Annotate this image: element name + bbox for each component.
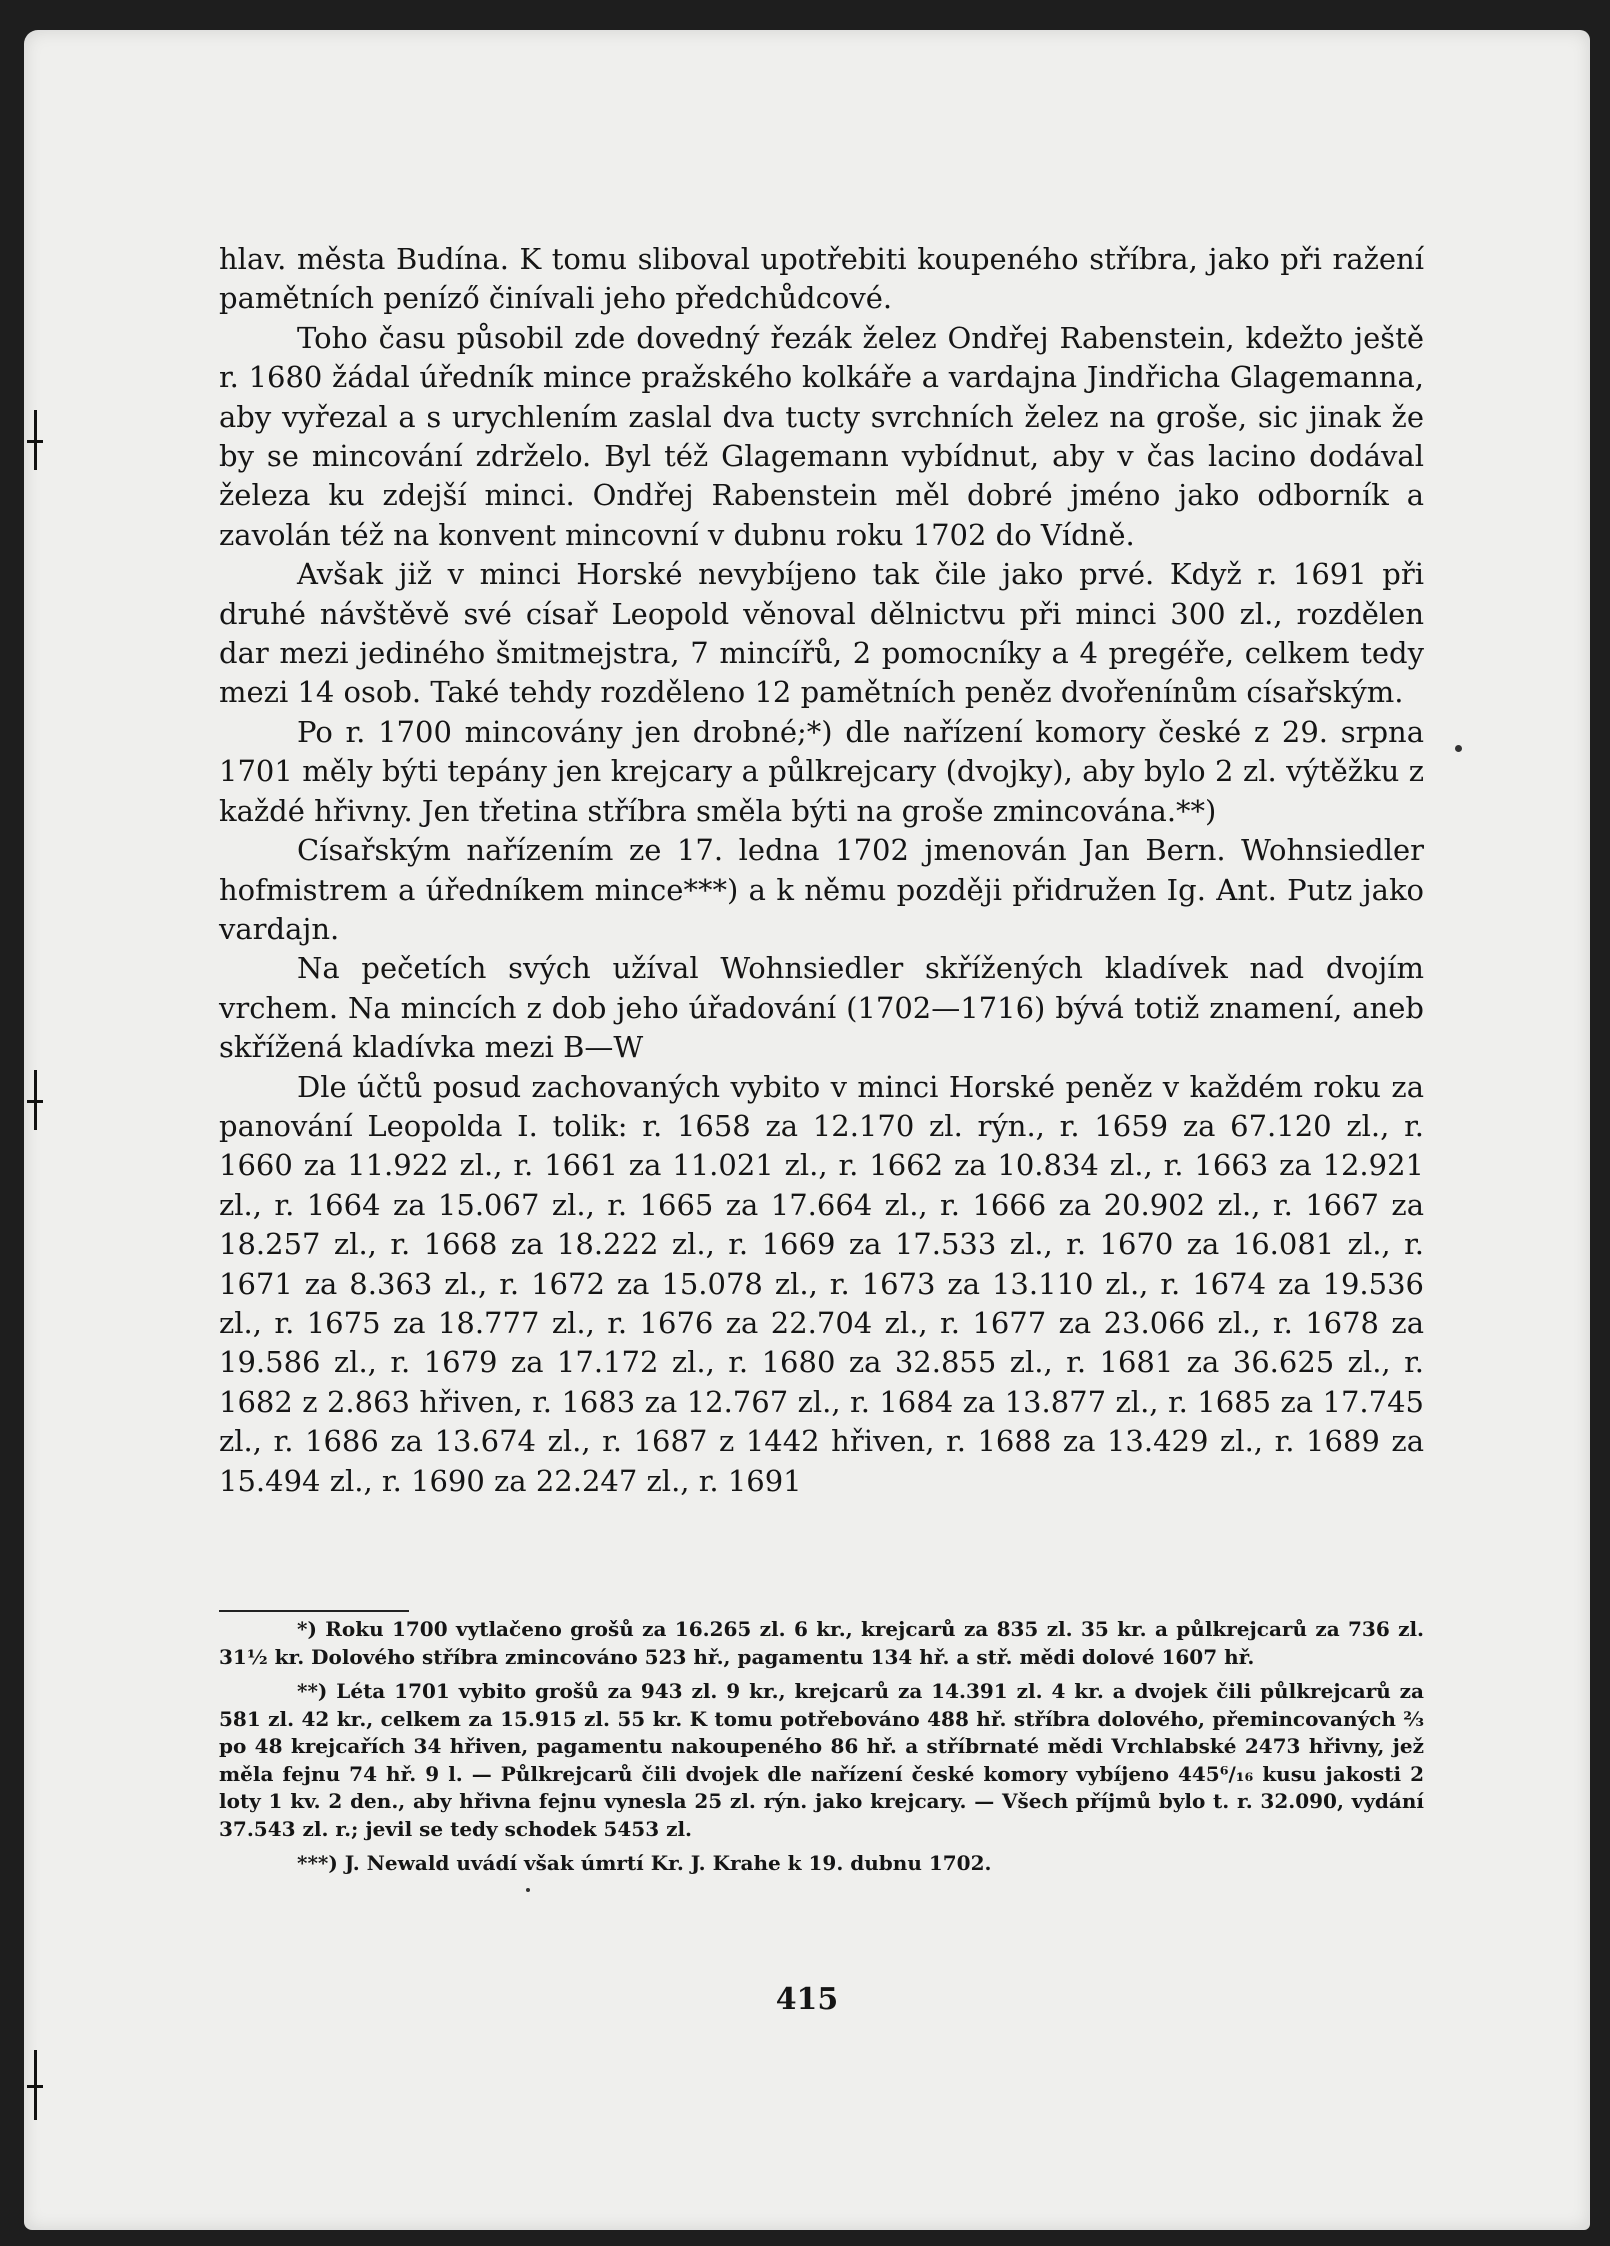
footnote: ***) J. Newald uvádí však úmrtí Kr. J. Krahe k 19. dubnu 1702. <box>297 1851 992 1875</box>
paper-speck <box>526 1888 530 1892</box>
footnote: *) Roku 1700 vytlačeno grošů za 16.265 zl. 6 kr., krejcarů za 835 zl. 35 kr. a půlkrejcarů za 736 zl. 31½ kr. Dolového stříbra zmincováno 523 hř., pagamentu 134 hř. a stř. mědi dolové 1607 hř. <box>219 1617 1424 1669</box>
body-paragraph: Dle účtů posud zachovaných vybito v minci Horské peněz v každém roku za panování Leopolda I. tolik: r. 1658 za 12.170 zl. rýn., r. 1659 za 67.120 zl., r. 1660 za 11.922 zl., r. 1661 za 11.021 zl., r. 1662 za 10.834 zl., r. 1663 za 12.921 zl., r. 1664 za 15.067 zl., r. 1665 za 17.664 zl., r. 1666 za 20.902 zl., r. 1667 za 18.257 zl., r. 1668 za 18.222 zl., r. 1669 za 17.533 zl., r. 1670 za 16.081 zl., r. 1671 za 8.363 zl., r. 1672 za 15.078 zl., r. 1673 za 13.110 zl., r. 1674 za 19.536 zl., r. 1675 za 18.777 zl., r. 1676 za 22.704 zl., r. 1677 za 23.066 zl., r. 1678 za 19.586 zl., r. 1679 za 17.172 zl., r. 1680 za 32.855 zl., r. 1681 za 36.625 zl., r. 1682 z 2.863 hřiven, r. 1683 za 12.767 zl., r. 1684 za 13.877 zl., r. 1685 za 17.745 zl., r. 1686 za 13.674 zl., r. 1687 z 1442 hřiven, r. 1688 za 13.429 zl., r. 1689 za 15.494 zl., r. 1690 za 22.247 zl., r. 1691 <box>219 1069 1424 1498</box>
paper-speck <box>1455 745 1462 752</box>
footnote: **) Léta 1701 vybito grošů za 943 zl. 9 kr., krejcarů za 14.391 zl. 4 kr. a dvojek čili půlkrejcarů za 581 zl. 42 kr., celkem za 15.915 zl. 55 kr. K tomu potřebováno 488 hř. stříbra dolového, přemincovaných ⅔ po 48 krejcařích 34 hřiven, pagamentu nakoupeného 86 hř. a stříbrnaté mědi Vrchlabské 2473 hřivny, jež měla fejnu 74 hř. 9 l. — Půlkrejcarů čili dvojek dle nařízení české komory vybíjeno 445⁶/₁₆ kusu jakosti 2 loty 1 kv. 2 den., aby hřivna fejnu vynesla 25 zl. rýn. jako krejcary. — Všech příjmů bylo t. r. 32.090, vydání 37.543 zl. r.; jevil se tedy schodek 5453 zl. <box>219 1679 1424 1841</box>
body-paragraph: Císařským nařízením ze 17. ledna 1702 jmenován Jan Bern. Wohnsiedler hofmistrem a úředníkem mince***) a k němu později přidružen Ig. Ant. Putz jako vardajn. <box>219 833 1424 946</box>
body-paragraph: Na pečetích svých užíval Wohnsiedler skřížených kladívek nad dvojím vrchem. Na mincích z dob jeho úřadování (1702—1716) bývá totiž znamení, aneb skřížená kladívka mezi B—W <box>219 951 1424 1065</box>
book-page <box>24 30 1590 2230</box>
binding-mark <box>34 2050 37 2120</box>
body-paragraph: Toho času působil zde dovedný řezák želez Ondřej Rabenstein, kdežto ještě r. 1680 žádal úředník mince pražského kolkáře a vardajna Jindřicha Glagemanna, aby vyřezal a s urychlením zaslal dva tucty svrchních želez na groše, sic jinak že by se mincování zdrželo. Byl též Glagemann vybídnut, aby v čas lacino dodával železa ku zdejší minci. Ondřej Rabenstein měl dobré jméno jako odborník a zavolán též na konvent mincovní v dubnu roku 1702 do Vídně. <box>219 320 1424 552</box>
main-text <box>219 240 1424 1501</box>
footnote-separator <box>219 1610 409 1612</box>
page-number: 415 <box>775 1982 839 2017</box>
footnotes <box>219 1616 1424 1885</box>
body-paragraph: Avšak již v minci Horské nevybíjeno tak čile jako prvé. Když r. 1691 při druhé návštěvě své císař Leopold věnoval dělnictvu při minci 300 zl., rozdělen dar mezi jediného šmitmejstra, 7 mincířů, 2 pomocníky a 4 pregéře, celkem tedy mezi 14 osob. Také tehdy rozděleno 12 pamětních peněz dvořenínům císařským. <box>219 557 1424 710</box>
body-paragraph: hlav. města Budína. K tomu sliboval upotřebiti koupeného stříbra, jako při ražení pamětních peníző činívali jeho předchůdcové. <box>219 242 1424 316</box>
binding-mark <box>34 410 37 470</box>
body-paragraph: Po r. 1700 mincovány jen drobné;*) dle nařízení komory české z 29. srpna 1701 měly býti tepány jen krejcary a půlkrejcary (dvojky), aby bylo 2 zl. výtěžku z každé hřivny. Jen třetina stříbra směla býti na groše zmincována.**) <box>219 714 1424 828</box>
binding-mark <box>34 1070 37 1130</box>
